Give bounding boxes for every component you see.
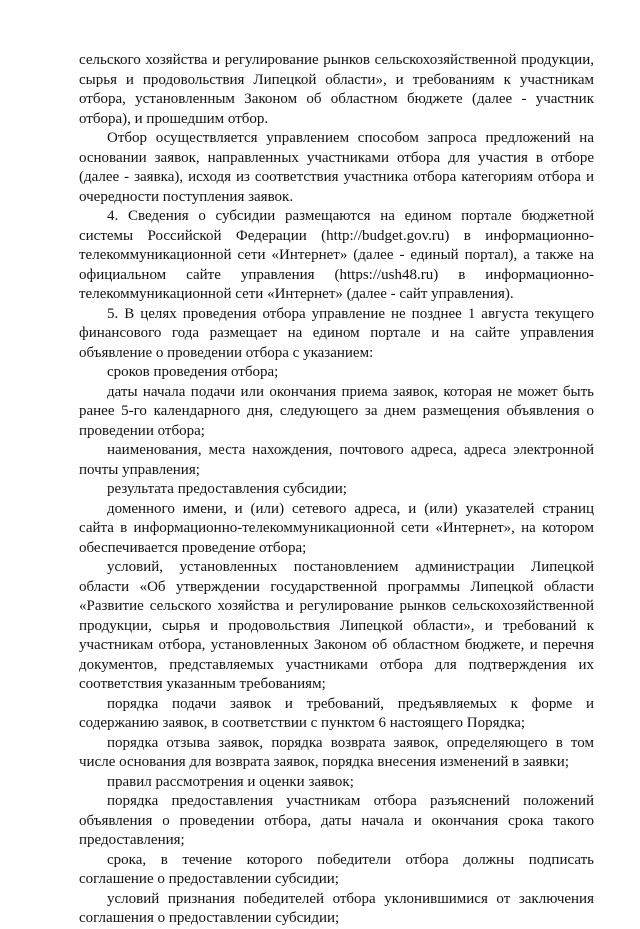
list-item-withdrawal: порядка отзыва заявок, порядка возврата заявок, определяющего в том числе основания для возврата заявок, порядка внесения изменений в заявки; [79, 734, 594, 770]
list-item-terms: сроков проведения отбора; [107, 364, 279, 380]
list-item-review-rules: правил рассмотрения и оценки заявок; [107, 773, 354, 790]
list-item-evasion: условий признания победителей отбора уклонившимися от заключения соглашения о предоставлении субсидии; [79, 890, 594, 926]
list-item-contacts: наименования, места нахождения, почтового адреса, адреса электронной почты управления; [79, 442, 594, 478]
list-item-clarifications: порядка предоставления участникам отбора разъяснений положений объявления о проведении отбора, даты начала и окончания срока такого предоставления; [79, 793, 594, 848]
list-item-dates: даты начала подачи или окончания приема заявок, которая не может быть ранее 5-го календарного дня, следующего за днем размещения объявления о проведении отбора; [79, 383, 594, 439]
paragraph-selection-method: Отбор осуществляется управлением способом запроса предложений на основании заявок, направленных участниками отбора для участия в отборе (далее - заявка), исходя из соответствия участника отбора категориям отбора и очередности поступления заявок. [79, 130, 594, 205]
document-body [79, 51, 594, 929]
paragraph-item-4: 4. Сведения о субсидии размещаются на едином портале бюджетной системы Российской Федерации (http://budget.gov.ru) в информационно-телекоммуникационной сети «Интернет» (далее - единый портал), а также на официальном сайте управления (https://ush48.ru) в информационно-телекоммуникационной сети «Интернет» (далее - сайт управления). [79, 208, 594, 302]
paragraph-item-5: 5. В целях проведения отбора управление не позднее 1 августа текущего финансового года размещает на едином портале и на сайте управления объявление о проведении отбора с указанием: [79, 305, 594, 361]
list-item-conditions: условий, установленных постановлением администрации Липецкой области «Об утверждении государственной программы Липецкой области «Развитие сельского хозяйства и регулирование рынков сельскохозяйственной продукции, сырья и продовольствия Липецкой области», и требований к участникам отбора, установленных Законом об областном бюджете, и перечня документов, представляемых участниками отбора для подтверждения их соответствия указанным требованиям; [79, 559, 594, 692]
list-item-submission: порядка подачи заявок и требований, предъявляемых к форме и содержанию заявок, в соответствии с пунктом 6 настоящего Порядка; [79, 695, 594, 731]
paragraph-continuation: сельского хозяйства и регулирование рынков сельскохозяйственной продукции, сырья и продовольствия Липецкой области», и требованиям к участникам отбора, установленным Законом об областном бюджете (далее - участник отбора), и прошедшим отбор. [79, 52, 594, 127]
list-item-domain: доменного имени, и (или) сетевого адреса, и (или) указателей страниц сайта в информационно-телекоммуникационной сети «Интернет», на котором обеспечивается проведение отбора; [79, 500, 594, 556]
list-item-result: результата предоставления субсидии; [107, 481, 347, 497]
list-item-signing-term: срока, в течение которого победители отбора должны подписать соглашение о предоставлении субсидии; [79, 851, 594, 887]
